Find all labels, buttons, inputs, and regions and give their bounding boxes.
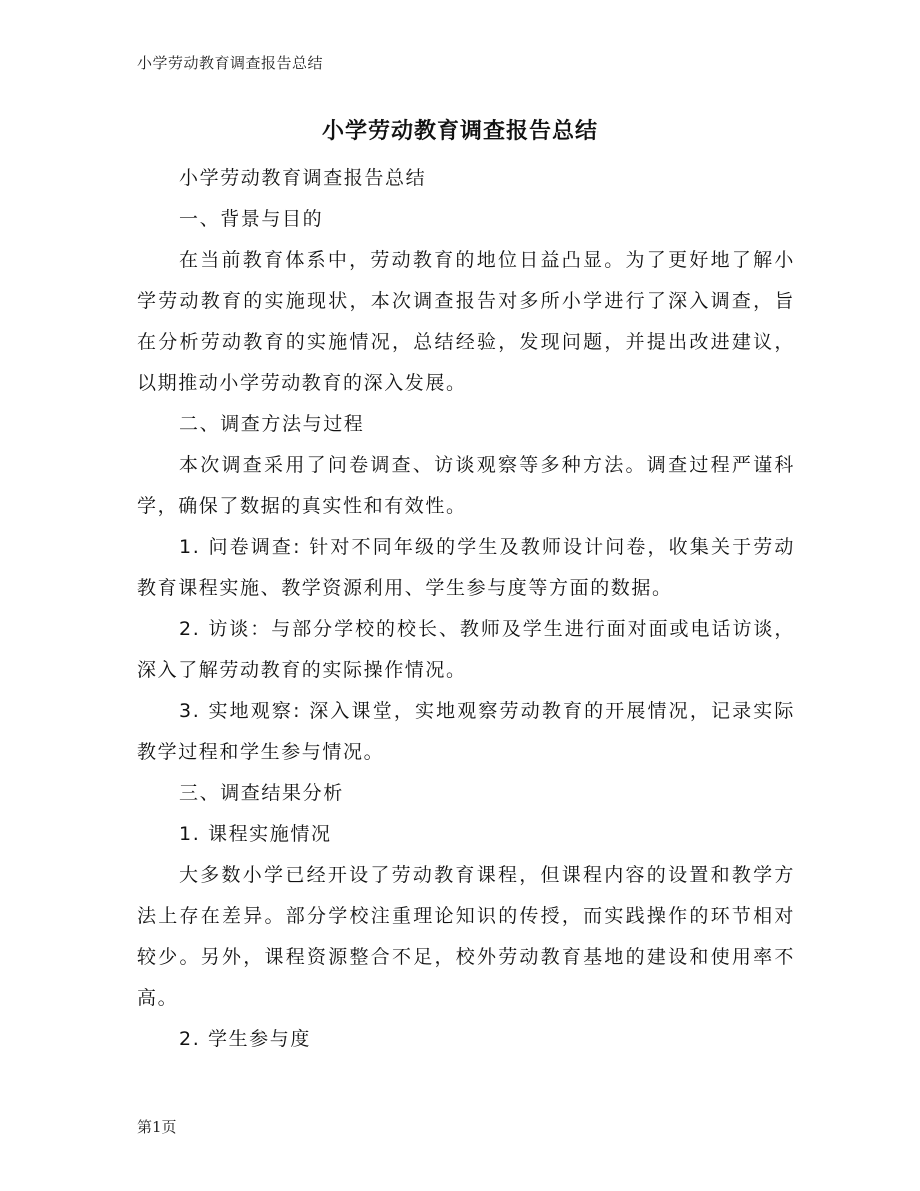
- list-item-interview: 2. 访谈：与部分学校的校长、教师及学生进行面对面或电话访谈，深入了解劳动教育的实际操作情况。: [137, 618, 795, 681]
- section-heading-background: 一、背景与目的: [179, 208, 324, 230]
- paragraph-method: 本次调查采用了问卷调查、访谈观察等多种方法。调查过程严谨科学，确保了数据的真实性和有效性。: [137, 454, 795, 517]
- document-title: 小学劳动教育调查报告总结: [321, 119, 598, 144]
- paragraph-course-implementation: 大多数小学已经开设了劳动教育课程，但课程内容的设置和教学方法上存在差异。部分学校注重理论知识的传授，而实践操作的环节相对较少。另外，课程资源整合不足，校外劳动教育基地的建设和使用率不高。: [137, 864, 795, 1009]
- section-heading-results: 三、调查结果分析: [179, 782, 344, 804]
- subheading-student-participation: 2. 学生参与度: [179, 1028, 311, 1050]
- page-number: 第1页: [137, 1118, 177, 1136]
- document-body: [137, 158, 795, 1060]
- paragraph-background: 在当前教育体系中，劳动教育的地位日益凸显。为了更好地了解小学劳动教育的实施现状，本次调查报告对多所小学进行了深入调查，旨在分析劳动教育的实施情况，总结经验，发现问题，并提出改进建议，以期推动小学劳动教育的深入发展。: [137, 249, 795, 394]
- page-header: 小学劳动教育调查报告总结: [137, 54, 324, 72]
- section-heading-method: 二、调查方法与过程: [179, 413, 365, 435]
- list-item-observation: 3. 实地观察: 深入课堂，实地观察劳动教育的开展情况，记录实际教学过程和学生参与情况。: [137, 700, 795, 763]
- paragraph-subtitle: 小学劳动教育调查报告总结: [179, 167, 427, 189]
- subheading-course-implementation: 1. 课程实施情况: [179, 823, 332, 845]
- list-item-questionnaire: 1. 问卷调查: 针对不同年级的学生及教师设计问卷，收集关于劳动教育课程实施、教学资源利用、学生参与度等方面的数据。: [137, 536, 795, 599]
